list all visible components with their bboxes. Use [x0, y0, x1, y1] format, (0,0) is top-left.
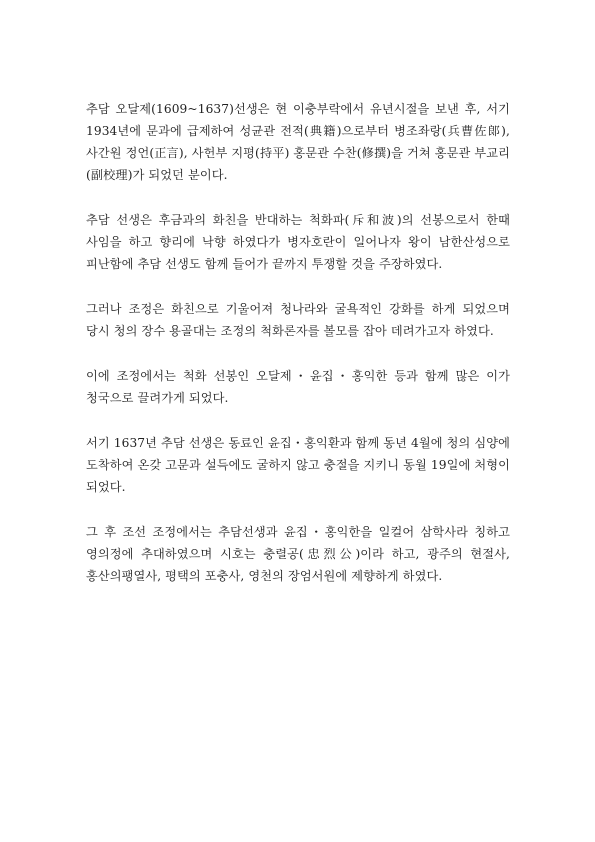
paragraph-5: 서기 1637년 추담 선생은 동료인 윤집・홍익환과 함께 동년 4월에 청의 심양에 도착하여 온갖 고문과 설득에도 굴하지 않고 충절을 지키니 동월 19일에 처형이 되었다.	[86, 436, 510, 494]
paragraph-3: 그러나 조정은 화친으로 기울어져 청나라와 굴욕적인 강화를 하게 되었으며 당시 청의 장수 용골대는 조정의 척화론자를 볼모를 잡아 데려가고자 하였다.	[86, 302, 510, 338]
paragraph-1: 추담 오달제(1609~1637)선생은 현 이충부락에서 유년시절을 보낸 후, 서기 1934년에 문과에 급제하여 성균관 전적(典籍)으로부터 병조좌랑(兵曹佐郞), 사간원 정언(正言), 사헌부 지평(持平) 홍문관 수찬(修撰)을 거쳐 홍문관 부교리(副校理)가 되었던 분이다.	[86, 102, 510, 182]
paragraph-4: 이에 조정에서는 척화 선봉인 오달제・윤집・홍익한 등과 함께 많은 이가 청국으로 끌려가게 되었다.	[86, 369, 510, 405]
paragraph-6: 그 후 조선 조정에서는 추담선생과 윤집・홍익한을 일컬어 삼학사라 칭하고 영의정에 추대하였으며 시호는 충렬공(忠烈公)이라 하고, 광주의 현절사, 홍산의팽열사, 평택의 포충사, 영천의 장엄서원에 제향하게 하였다.	[86, 525, 510, 583]
document-body	[86, 98, 510, 610]
paragraph-2: 추담 선생은 후금과의 화친을 반대하는 척화파(斥和波)의 선봉으로서 한때 사임을 하고 향리에 낙향 하였다가 병자호란이 일어나자 왕이 남한산성으로 피난함에 추담 선생도 함께 들어가 끝까지 투쟁할 것을 주장하였다.	[86, 213, 510, 271]
